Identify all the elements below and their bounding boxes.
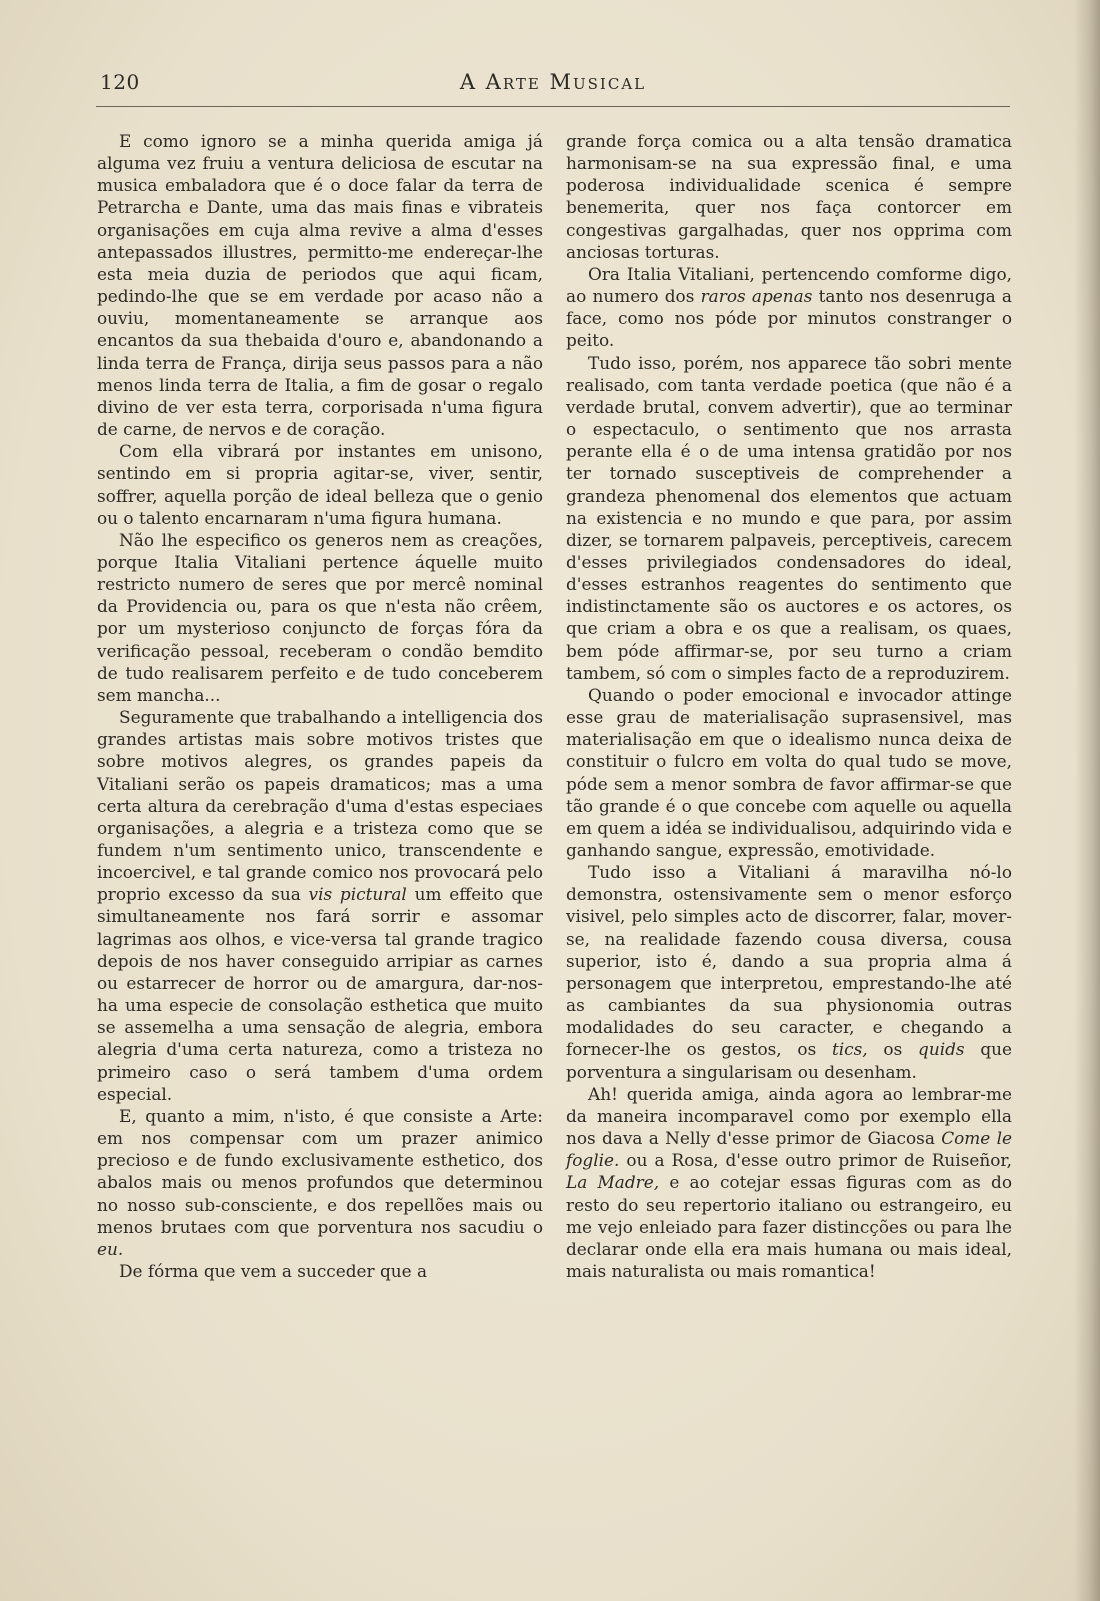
italic-phrase: La Madre, xyxy=(566,1172,660,1193)
text-run: os xyxy=(883,1039,903,1060)
text-run: E, quanto a mim, n'isto, é que consiste a Arte: em nos compensar com um prazer animico precioso e de fundo exclusivamente esthetico, dos abalos mais ou menos profundos que determinou no nosso sub-consciente, e dos repellões mais ou menos brutaes com que porventura nos sacudiu o xyxy=(97,1105,543,1237)
paragraph xyxy=(97,1105,543,1260)
page-edge-shadow xyxy=(1074,0,1100,1601)
paragraph xyxy=(566,263,1012,352)
text-run: tanto nos desenruga a face, como nos póde por minutos constranger o peito. xyxy=(566,286,1013,351)
text-run: Tudo isso a Vitaliani á maravilha nó-lo demonstra, ostensivamente sem o menor esforço visivel, pelo simples acto de discorrer, falar, mover-se, na realidade fazendo cousa diversa, cousa superior, isto é, dando a sua propria alma á personagem que interpretou, emprestando-lhe até as cambiantes da sua physionomia outras modalidades do seu caracter, e chegando a fornecer-lhe os gestos, os xyxy=(566,862,1012,1060)
paragraph xyxy=(566,1083,1012,1282)
text-run: um effeito que simultaneamente nos fará sorrir e assomar lagrimas aos olhos, e vice-versa tal grande tragico depois de nos haver conseguido arripiar as carnes ou estarrecer de horror ou de amargura, dar-nos-ha uma especie de consolação esthetica que muito se assemelha a uma sensação de alegria, embora alegria d'uma certa natureza, como a tristeza no primeiro caso o será tambem d'uma ordem especial. xyxy=(97,884,544,1104)
text-run: que porventura a singularisam ou desenham. xyxy=(566,1039,1013,1082)
text-run: Ora Italia Vitaliani, pertencendo comforme digo, ao numero dos xyxy=(566,263,1012,307)
paragraph xyxy=(97,706,543,1105)
text-run: Ah! querida amiga, ainda agora ao lembrar-me da maneira incomparavel como por exemplo ella nos dava a Nelly d'esse primor de Giacosa xyxy=(566,1083,1012,1149)
paragraph: Quando o poder emocional e invocador attinge esse grau de materialisação suprasensivel, mas materialisação em que o idealismo nunca deixa de constituir o fulcro em volta do qual tudo se move, póde sem a menor sombra de favor affirmar-se que tão grande é o que concebe com aquelle ou aquella em quem a idéa se individualisou, adquirindo vida e ganhando sangue, expressão, emotividade. xyxy=(566,684,1012,860)
text-run: e ao cotejar essas figuras com as do resto do seu repertorio italiano ou estrangeiro, eu me vejo enleiado para fazer distincções ou para lhe declarar onde ella era mais humana ou mais ideal, mais naturalista ou mais romantica! xyxy=(566,1172,1012,1281)
left-column xyxy=(97,130,543,1282)
page-header xyxy=(96,70,1010,104)
paragraph: De fórma que vem a succeder que a xyxy=(119,1260,428,1281)
text-run: ou a Rosa, d'esse outro primor de Ruiseñor, xyxy=(626,1150,1012,1171)
paragraph: Tudo isso, porém, nos apparece tão sobri mente realisado, com tanta verdade poetica (que não é a verdade brutal, convem advertir), que ao terminar o espectaculo, o sentimento que nos arrasta perante ella é o de uma intensa gratidão por nos ter tornado susceptiveis de comprehender a grandeza phenomenal dos elementos que actuam na existencia e no mundo e que para, por assim dizer, se tornarem palpaveis, perceptiveis, carecem d'esses privilegiados condensadores do ideal, d'esses estranhos reagentes do sentimento que indistinctamente são os auctores e os actores, os que criam a obra e os que a realisam, os quaes, bem póde affirmar-se, por seu turno a criam tambem, só com o simples facto de a reproduzirem. xyxy=(566,352,1012,683)
italic-phrase: quids xyxy=(918,1039,965,1060)
page-number: 120 xyxy=(100,70,140,94)
italic-phrase: vis pictural xyxy=(308,884,407,905)
paragraph: Com ella vibrará por instantes em unisono, sentindo em si propria agitar-se, viver, sentir, soffrer, aquella porção de ideal belleza que o genio ou o talento encarnaram n'uma figura humana. xyxy=(97,441,543,528)
paragraph: grande força comica ou a alta tensão dramatica harmonisam-se na sua expressão final, e uma poderosa individualidade scenica é sempre benemerita, quer nos faça contorcer em congestivas gargalhadas, quer nos opprima com anciosas torturas. xyxy=(566,131,1012,262)
italic-phrase: raros apenas xyxy=(700,286,813,307)
header-rule xyxy=(96,106,1010,107)
paragraph xyxy=(566,861,1012,1083)
italic-phrase: eu. xyxy=(97,1238,124,1259)
italic-phrase: tics, xyxy=(831,1039,868,1060)
italic-phrase: Come le foglie. xyxy=(566,1128,1012,1171)
text-run: Seguramente que trabalhando a intelligencia dos grandes artistas mais sobre motivos tristes que sobre motivos alegres, os grandes papeis da Vitaliani serão os papeis dramaticos; mas a uma certa altura da cerebração d'uma d'estas especiaes organisações, a alegria e a tristeza como que se fundem n'um sentimento unico, transcendente e incoercivel, e tal grande comico nos provocará pelo proprio excesso da sua xyxy=(97,707,543,905)
running-title: A Arte Musical xyxy=(459,70,647,94)
paragraph: Não lhe especifico os generos nem as creações, porque Italia Vitaliani pertence áquelle muito restricto numero de seres que por mercê nominal da Providencia ou, para os que n'esta não crêem, por um mysterioso conjuncto de forças fóra da verificação pessoal, receberam o condão bemdito de tudo realisarem perfeito e de tudo conceberem sem mancha... xyxy=(97,529,543,705)
paragraph: E como ignoro se a minha querida amiga já alguma vez fruiu a ventura deliciosa de escutar na musica embaladora que é o doce falar da terra de Petrarcha e Dante, uma das mais finas e vibrateis organisações em cuja alma revive a alma d'esses antepassados illustres, permitto-me endereçar-lhe esta meia duzia de periodos que aqui ficam, pedindo-lhe que se em verdade por acaso não a ouviu, momentaneamente se arranque aos encantos da sua thebaida d'ouro e, abandonando a linda terra de França, dirija seus passos para a não menos linda terra de Italia, a fim de gosar o regalo divino de ver esta terra, corporisada n'uma figura de carne, de nervos e de coração. xyxy=(97,131,543,440)
right-column xyxy=(566,130,1012,1282)
